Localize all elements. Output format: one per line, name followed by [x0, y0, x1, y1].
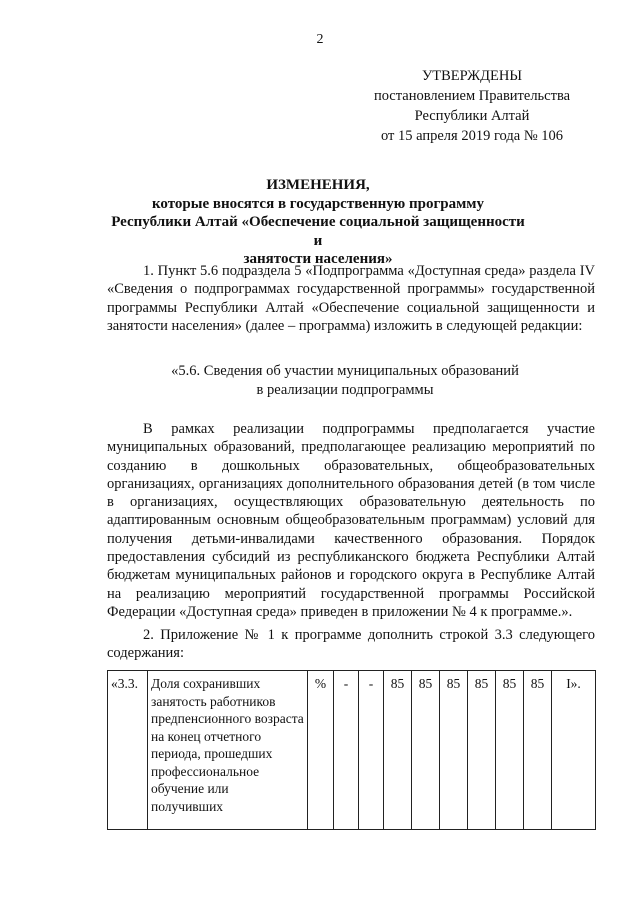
page-number: 2 [316, 32, 324, 47]
table-row [108, 671, 596, 830]
value-cell: 85 [412, 671, 440, 830]
value-cell: 85 [468, 671, 496, 830]
value-cell: - [334, 671, 359, 830]
approval-block [340, 66, 604, 146]
section-heading-line: «5.6. Сведения об участии муниципальных образований [171, 363, 519, 379]
title-line: занятости населения» [243, 251, 393, 267]
indicator-table [107, 670, 596, 830]
title-line: Республики Алтай «Обеспечение социальной защищенности и [111, 214, 525, 249]
paragraph-2: В рамках реализации подпрограммы предполагается участие муниципальных образований, предполагающее реализацию мероприятий по созданию в дошкольных образовательных, общеобразовательных организациях, организациях дополнительного образования детей (в том числе в организациях, осуществляющих образовательную деятельность по адаптированным основным общеобразовательным программам) условий для получения детьми-инвалидами качественного образования. Порядок предоставления субсидий из республиканского бюджета Республики Алтай бюджетам муниципальных районов и городского округа в Республике Алтай на реализацию мероприятий государственной программы Российской Федерации «Доступная среда» приведен в приложении № 4 к программе.». [107, 421, 595, 620]
value-cell: 85 [524, 671, 552, 830]
approval-line: Республики Алтай [414, 108, 530, 124]
approval-title: УТВЕРЖДЕНЫ [421, 68, 523, 84]
value-cell: 85 [384, 671, 412, 830]
last-cell: I». [552, 671, 596, 830]
value-cell: 85 [496, 671, 524, 830]
value-cell: 85 [440, 671, 468, 830]
section-heading [130, 362, 560, 399]
title-line: ИЗМЕНЕНИЯ, [266, 177, 370, 193]
paragraph-1: 1. Пункт 5.6 подраздела 5 «Подпрограмма «Доступная среда» раздела IV «Сведения о подпрограммах государственной программы» государственной программы Республики Алтай «Обеспечение социальной защищенности и занятости населения» (далее – программа) изложить в следующей редакции: [107, 263, 595, 334]
document-title [108, 176, 528, 269]
section-heading-line: в реализации подпрограммы [256, 381, 434, 398]
paragraph-3: 2. Приложение № 1 к программе дополнить строкой 3.3 следующего содержания: [107, 627, 595, 662]
value-cell: - [359, 671, 384, 830]
row-number: «3.3. [108, 671, 148, 830]
approval-line: постановлением Правительства [373, 88, 571, 104]
approval-line: от 15 апреля 2019 года № 106 [380, 128, 564, 144]
unit-cell: % [308, 671, 334, 830]
indicator-name: Доля сохранивших занятость работников предпенсионного возраста на конец отчетного периода, прошедших профессиональное обучение или получивших [148, 671, 308, 830]
title-line: которые вносятся в государственную программу [151, 195, 485, 212]
